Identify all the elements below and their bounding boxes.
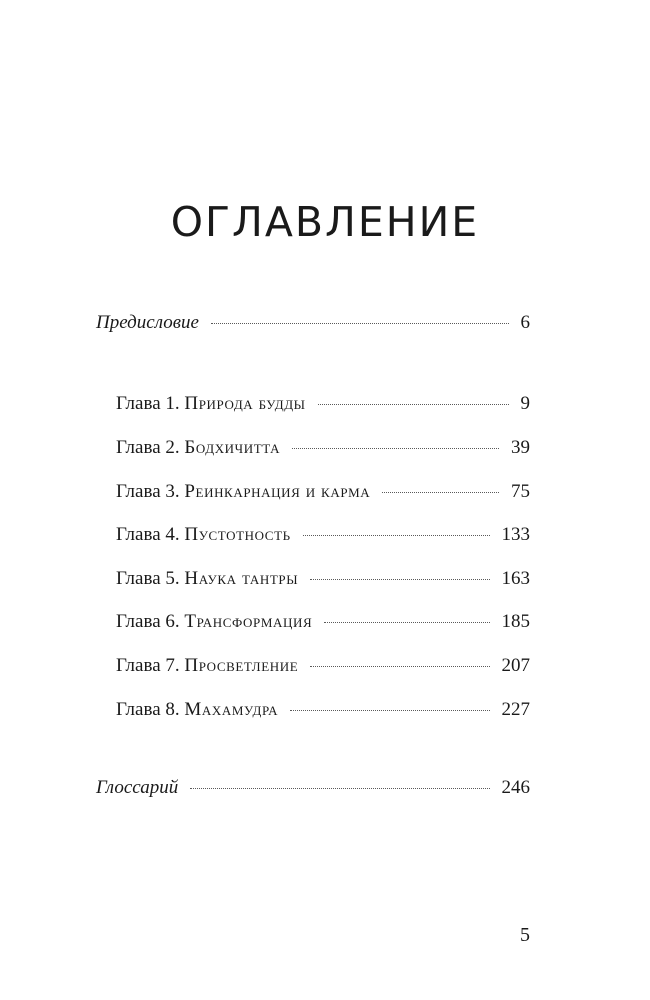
dot-leader	[310, 579, 489, 580]
toc-entry-chapter-2	[116, 436, 530, 460]
toc-entry-label	[116, 610, 312, 634]
toc-entry-page: 185	[501, 611, 530, 632]
toc-entry-label: Предисловие	[96, 312, 199, 333]
chapter-title: Природа будды	[184, 393, 306, 414]
chapter-title: Бодхичитта	[184, 437, 281, 458]
chapter-prefix: Глава 8.	[116, 699, 180, 720]
toc-entry-preface	[96, 311, 530, 335]
dot-leader	[211, 323, 509, 324]
dot-leader	[303, 535, 490, 536]
dot-leader	[292, 448, 499, 449]
toc-entry-page: 207	[501, 655, 530, 676]
toc-entry-chapter-7	[116, 654, 530, 678]
chapter-prefix: Глава 1.	[116, 393, 180, 414]
chapter-title: Просветление	[184, 655, 299, 676]
dot-leader	[290, 710, 489, 711]
dot-leader	[382, 492, 499, 493]
toc-entry-label	[116, 654, 298, 678]
page-title: ОГЛАВЛЕНИЕ	[170, 198, 480, 246]
chapter-title: Наука тантры	[184, 568, 299, 589]
dot-leader	[318, 404, 509, 405]
chapter-prefix: Глава 6.	[116, 611, 180, 632]
toc-entry-chapter-3	[116, 480, 530, 504]
toc-entry-page: 75	[511, 481, 530, 502]
toc-entry-glossary	[96, 776, 530, 800]
toc-entry-page: 39	[511, 437, 530, 458]
toc-entry-label: Глоссарий	[96, 777, 179, 798]
chapter-prefix: Глава 2.	[116, 437, 180, 458]
chapter-prefix: Глава 5.	[116, 568, 180, 589]
chapter-prefix: Глава 7.	[116, 655, 180, 676]
toc-entry-chapter-8	[116, 698, 530, 722]
toc-entry-label	[116, 567, 298, 591]
toc-entry-label	[116, 480, 370, 504]
toc-entry-label	[116, 436, 280, 460]
toc-entry-label	[116, 523, 291, 547]
chapter-title: Трансформация	[184, 611, 313, 632]
dot-leader	[190, 788, 489, 789]
chapter-title: Пустотность	[184, 524, 291, 545]
toc-entry-page: 133	[501, 524, 530, 545]
toc-entry-page: 163	[501, 568, 530, 589]
toc-entry-chapter-4	[116, 523, 530, 547]
toc-entry-page: 9	[520, 393, 530, 414]
toc-entry-chapter-5	[116, 567, 530, 591]
toc-entry-page: 6	[520, 312, 530, 333]
page-number: 5	[520, 924, 530, 946]
toc-entry-label	[116, 392, 306, 416]
dot-leader	[310, 666, 489, 667]
toc-entry-label	[116, 698, 278, 722]
toc-entry-chapter-1	[116, 392, 530, 416]
toc-entry-chapter-6	[116, 610, 530, 634]
chapter-title: Махамудра	[184, 699, 279, 720]
chapter-prefix: Глава 3.	[116, 481, 180, 502]
toc-entry-page: 246	[501, 777, 530, 798]
toc-entry-page: 227	[501, 699, 530, 720]
chapter-title: Реинкарнация и карма	[184, 481, 371, 502]
dot-leader	[324, 622, 489, 623]
chapter-prefix: Глава 4.	[116, 524, 180, 545]
